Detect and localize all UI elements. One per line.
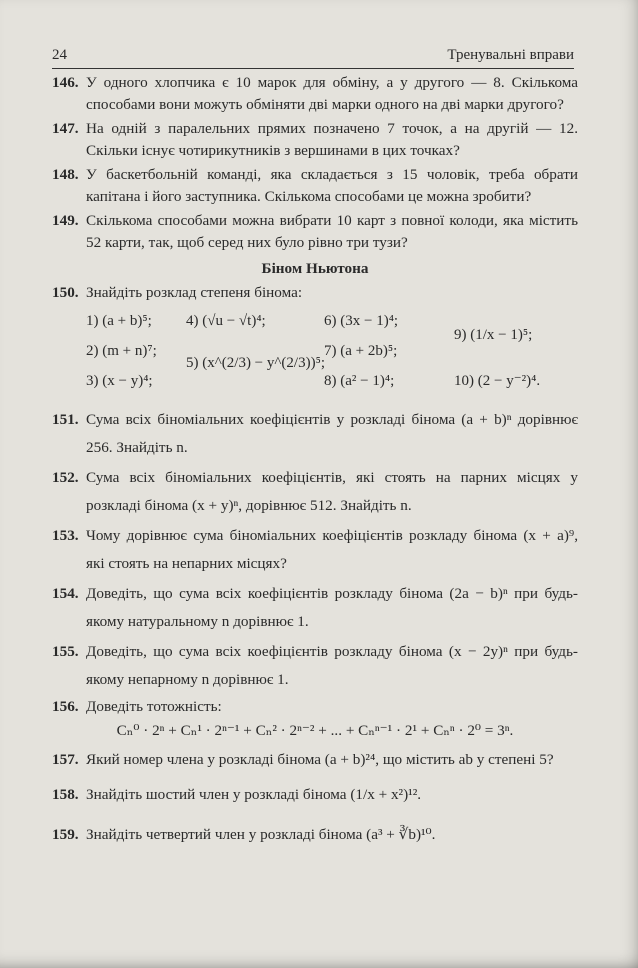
problems-151-155 (52, 406, 578, 694)
problem-text: Знайдіть четвертий член у розкладі бінома (a³ + ∛b)¹⁰. (86, 826, 436, 843)
running-header (52, 44, 574, 69)
problem-item (52, 118, 578, 162)
problem-number: 155. (52, 643, 79, 660)
problem-number: 159. (52, 826, 79, 843)
problem-number: 158. (52, 786, 79, 803)
problem-item (52, 464, 578, 520)
page-content (52, 72, 578, 848)
problem-number: 152. (52, 469, 79, 486)
binomial-expansion-list (86, 306, 578, 406)
problem-item (52, 406, 578, 462)
expansion-item-5: 5) (x^(2/3) − y^(2/3))⁵; (186, 355, 325, 371)
expansion-item-9: 9) (1/x − 1)⁵; (454, 327, 533, 343)
problem-text: Сума всіх біноміальних коефіцієнтів у розкладі бінома (a + b)ⁿ дорівнює 256. Знайдіть n. (86, 411, 578, 456)
problem-number: 154. (52, 585, 79, 602)
problem-number: 148. (52, 166, 79, 183)
expansion-item-4: 4) (√u − √t)⁴; (186, 313, 266, 329)
expansion-item-8: 8) (a² − 1)⁴; (324, 373, 395, 389)
problem-number: 153. (52, 527, 79, 544)
problem-156 (52, 696, 578, 718)
problem-item (52, 638, 578, 694)
problem-159 (52, 824, 578, 846)
page-number: 24 (52, 47, 67, 63)
problem-150 (52, 282, 578, 304)
problem-number: 156. (52, 698, 79, 715)
subheading: Біном Ньютона (261, 260, 369, 277)
problem-number: 149. (52, 212, 79, 229)
problem-157 (52, 746, 578, 774)
problem-text: Сума всіх біноміальних коефіцієнтів, які стоять на парних місцях у розкладі бінома (x + y)ⁿ, дорівнює 512. Знайдіть n. (86, 469, 578, 514)
problem-number: 146. (52, 74, 79, 91)
problem-text: Скількома способами можна вибрати 10 карт з повної колоди, яка містить 52 карти, так, щоб серед них було рівно три тузи? (86, 212, 578, 251)
problem-number: 151. (52, 411, 79, 428)
problem-158 (52, 784, 578, 806)
expansion-item-6: 6) (3x − 1)⁴; (324, 313, 399, 329)
expansion-item-2: 2) (m + n)⁷; (86, 343, 157, 359)
expansion-item-3: 3) (x − y)⁴; (86, 373, 153, 389)
problem-item (52, 522, 578, 578)
problem-item (52, 210, 578, 254)
problem-number: 150. (52, 284, 79, 301)
problem-number: 147. (52, 120, 79, 137)
expansion-item-10: 10) (2 − y⁻²)⁴. (454, 373, 541, 389)
section-title: Тренувальні вправи (447, 47, 574, 63)
problem-item (52, 164, 578, 208)
problem-text: На одній з паралельних прямих позначено 7 точок, а на другій — 12. Скільки існує чотирикутників з вершинами в цих точках? (86, 120, 578, 159)
problems-146-149 (52, 72, 578, 254)
problem-text: Знайдіть шостий член у розкладі бінома (1/x + x²)¹². (86, 786, 422, 803)
problem-item (52, 72, 578, 116)
problem-text: У баскетбольній команді, яка складається з 15 чоловік, треба обрати капітана і його заступника. Скількома способами це можна зробити? (86, 166, 578, 205)
expansion-item-7: 7) (a + 2b)⁵; (324, 343, 398, 359)
problem-item (52, 580, 578, 636)
problem-text: Доведіть, що сума всіх коефіцієнтів розкладу бінома (x − 2y)ⁿ при будь-якому непарному n дорівнює 1. (86, 643, 578, 688)
binomial-identity: Cₙ⁰ · 2ⁿ + Cₙ¹ · 2ⁿ⁻¹ + Cₙ² · 2ⁿ⁻² + ... + Cₙⁿ⁻¹ · 2¹ + Cₙⁿ · 2⁰ = 3ⁿ. (116, 722, 514, 739)
problem-text: У одного хлопчика є 10 марок для обміну, а у другого — 8. Скількома способами вони можуть обміняти дві марки одного на дві марки другого? (86, 74, 578, 113)
problem-text: Знайдіть розклад степеня бінома: (86, 284, 303, 301)
problem-text: Чому дорівнює сума біноміальних коефіцієнтів розкладу бінома (x + a)⁹, які стоять на непарних місцях? (86, 527, 578, 572)
problem-text: Доведіть тотожність: (86, 698, 222, 715)
expansion-item-1: 1) (a + b)⁵; (86, 313, 152, 329)
problem-number: 157. (52, 751, 79, 768)
problem-text: Доведіть, що сума всіх коефіцієнтів розкладу бінома (2a − b)ⁿ при будь-якому натуральному n дорівнює 1. (86, 585, 578, 630)
problem-text: Який номер члена у розкладі бінома (a + b)²⁴, що містить ab у степені 5? (86, 751, 554, 768)
